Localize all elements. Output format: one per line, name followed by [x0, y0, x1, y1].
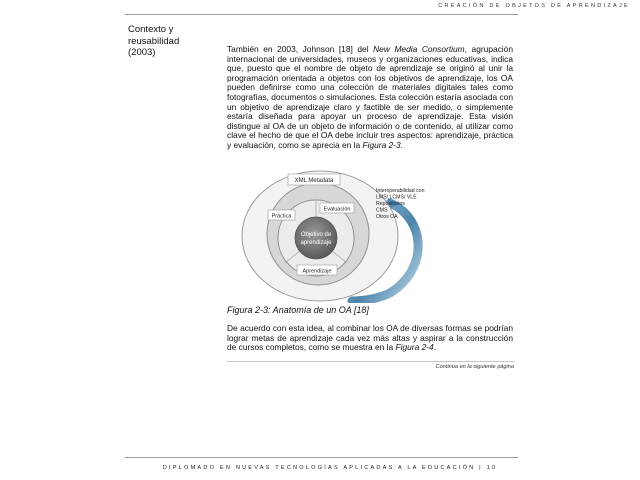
running-header: CREACIÓN DE OBJETOS DE APRENDIZAJE	[438, 3, 630, 9]
footer-title: DIPLOMADO EN NUEVAS TECNOLOGÍAS APLICADAS A LA EDUCACIÓN	[162, 465, 476, 471]
paragraph-1	[227, 45, 513, 151]
evaluacion-label: Evaluación	[323, 206, 351, 213]
continue-rule	[227, 361, 514, 362]
objetivo-label: aprendizaje	[300, 240, 332, 246]
figure-reference: Figura 2-3	[362, 139, 401, 150]
side-heading-line: Contexto y	[128, 24, 174, 35]
paragraph-2	[227, 324, 513, 353]
page-number: 10	[486, 465, 498, 471]
side-heading-line: reusabilidad	[128, 35, 180, 47]
aprendizaje-label: Aprendizaje	[302, 268, 332, 275]
interop-item: CMS	[376, 207, 388, 214]
interop-item: Interoperabilidad con	[376, 188, 425, 194]
footer	[140, 465, 520, 471]
practica-label: Práctica	[271, 213, 292, 220]
interop-item: Repositorios	[376, 201, 405, 207]
paragraph-1-text: .	[400, 139, 403, 150]
figure-reference: Figura 2-4	[395, 342, 434, 353]
interop-item: Otros OA	[376, 214, 398, 220]
continued-note: Continúa en la siguiente página	[435, 364, 514, 370]
paragraph-1-org: New Media Consortium	[373, 44, 465, 54]
paragraph-1-text: También en 2003, Johnson [18] del	[227, 44, 374, 54]
oa-anatomy-figure	[240, 168, 465, 303]
center-circle	[295, 217, 337, 259]
objetivo-label: Objetivo de	[300, 232, 332, 238]
paragraph-1-text: , agrupación internacional de universidades, museos y organizaciones educativas, indica que, puesto que el nombre de objeto de aprendizaje se originó al unir la programación orientada a objetos con los objetivos de aprendizaje, los OA pueden definirse como una colección de materiales digitales tales como fotografías, documentos o simulaciones. Esta colección estaría asociada con un objetivo de aprendizaje claro y factible de ser medido, o simplemente estaría diseñada para apoyar un proceso de aprendizaje. Esta visión distingue al OA de un objeto de información o de contenido, al utilizar como clave el hecho de que el OA debe incluir tres aspectos: aprendizaje, práctica y evaluación, como se aprecia en la	[227, 44, 513, 150]
footer-separator: |	[479, 465, 483, 471]
header-rule	[125, 14, 518, 15]
paragraph-2-text: .	[433, 342, 437, 353]
side-heading-line: (2003)	[128, 47, 156, 58]
paragraph-2-text: De acuerdo con esta idea, al combinar los OA de diversas formas se podrían lograr metas de aprendizaje cada vez más altas y aspirar a la construcción de cursos completos, como se muestra en la	[227, 323, 513, 353]
side-heading	[128, 24, 208, 59]
interop-item: LMS/ LCMS/ VLE	[376, 194, 417, 201]
xml-metadata-label: XML Metadata	[294, 178, 334, 184]
figure-caption: Figura 2-3: Anatomía de un OA [18]	[227, 305, 369, 315]
footer-rule	[125, 457, 518, 458]
